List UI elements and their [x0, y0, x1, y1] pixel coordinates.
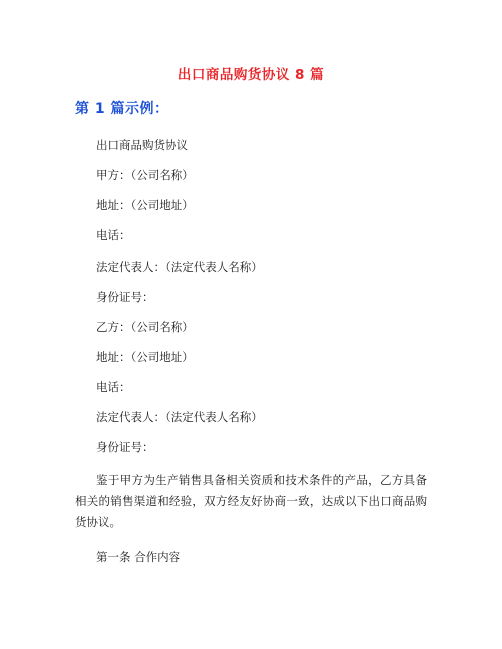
party-a-id-line: 身份证号： — [96, 290, 154, 304]
document-title: 出口商品购货协议 8 篇 — [177, 67, 325, 83]
party-a-line: 甲方：（公司名称） — [96, 168, 194, 182]
preamble-paragraph: 鉴于甲方为生产销售具备相关资质和技术条件的产品，乙方具备相关的销售渠道和经验，双方经友好协商一致，达成以下出口商品购货协议。 — [75, 473, 427, 529]
party-a-phone-line: 电话： — [96, 228, 131, 242]
party-a-address-line: 地址：（公司地址） — [96, 198, 194, 212]
section-heading: 第 1 篇示例： — [75, 101, 169, 117]
party-a-representative-line: 法定代表人：（法定代表人名称） — [96, 260, 263, 274]
party-b-phone-line: 电话： — [96, 380, 131, 394]
article-heading: 第一条 合作内容 — [96, 550, 181, 564]
agreement-name-line: 出口商品购货协议 — [96, 138, 188, 152]
party-b-representative-line: 法定代表人：（法定代表人名称） — [96, 410, 263, 424]
party-b-address-line: 地址：（公司地址） — [96, 350, 194, 364]
party-b-line: 乙方：（公司名称） — [96, 320, 194, 334]
party-b-id-line: 身份证号： — [96, 440, 154, 454]
